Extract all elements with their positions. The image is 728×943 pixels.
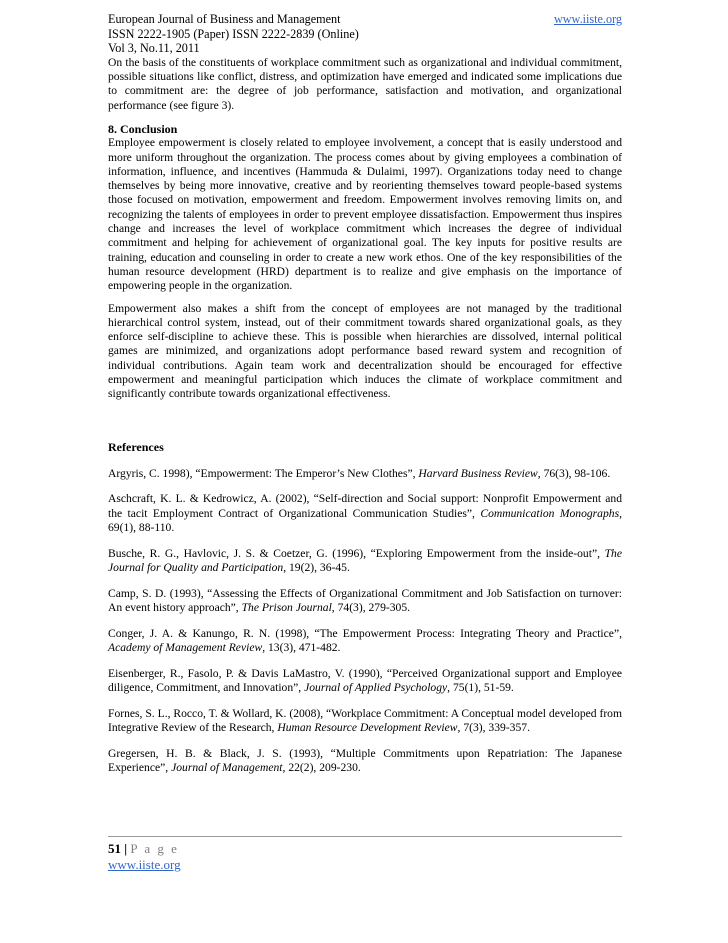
ref-text: Camp, S. D. (1993), “Assessing the Effects of Organizational Commitment and Job Satisfaction on turnover: An event history approach”, — [108, 586, 622, 615]
page-number-separator: | — [124, 841, 128, 856]
ref-details: , 76(3), 98-106. — [537, 466, 611, 480]
footer-url-link[interactable]: www.iiste.org — [108, 857, 181, 872]
reference-item — [108, 667, 622, 696]
reference-item — [108, 587, 622, 616]
intro-paragraph: On the basis of the constituents of workplace commitment such as organizational and individual commitment, possible situations like conflict, distress, and optimization have emerged and indicated some implications due to commitment are: the degree of job performance, satisfaction and motivation, and organizational performance (see figure 3). — [108, 55, 622, 112]
ref-text: Gregersen, H. B. & Black, J. S. (1993), “Multiple Commitments upon Repatriation: The Japanese Experience”, — [108, 746, 622, 775]
ref-text: Aschcraft, K. L. & Kedrowicz, A. (2002), “Self-direction and Social support: Nonprofit Empowerment and the tacit Employment Contract of Organizational Communication Studies”, — [108, 492, 622, 520]
references-list — [108, 467, 622, 776]
page-content — [108, 12, 622, 786]
journal-name: European Journal of Business and Management — [108, 12, 341, 26]
ref-details: , 75(1), 51-59. — [447, 681, 514, 695]
page-number — [108, 841, 622, 857]
ref-journal: The Prison Journal — [241, 601, 332, 615]
conclusion-paragraph-2: Empowerment also makes a shift from the concept of employees are not managed by the traditional hierarchical control system, instead, out of their commitment towards shared organizational goals, as they enforce self-discipline to achieve these. This is possible when hierarchies are dissolved, internal political games are minimized, and organizations adopt performance based reward system and recognition of individual contributions. Again team work and decentralization should be encouraged for effective empowerment and meaningful participation which induces the climate of workplace commitment and significantly contribute towards organizational effectiveness. — [108, 301, 622, 401]
page-number-value: 51 — [108, 841, 121, 856]
header-url-link[interactable]: www.iiste.org — [553, 12, 622, 26]
reference-item — [108, 707, 622, 736]
ref-details: , 7(3), 339-357. — [457, 721, 530, 735]
volume-line: Vol 3, No.11, 2011 — [108, 41, 200, 56]
ref-details: , 74(3), 279-305. — [331, 601, 411, 615]
ref-journal: The Journal for Quality and Participation — [108, 546, 622, 575]
section-heading-conclusion: 8. Conclusion — [108, 121, 178, 136]
page-footer — [108, 836, 622, 873]
conclusion-paragraph-1: Employee empowerment is closely related to employee involvement, a concept that is easily understood and more uniform throughout the organization. The process comes about by giving employees a combination of information, influence, and incentives (Hammuda & Dulaimi, 1997). Organizations today need to change themselves by being more innovative, creative and by reorienting themselves toward people-based systems those focused on motivation, empowerment and freedom. Empowerment involves removing limits on, and recognizing the talents of employees in order to prevent employee dissatisfaction. Empowerment thus inspires change and increases the level of workplace commitment which increases the degree of individual commitment and helping for achievement of organizational goal. The key inputs for positive results are training, education and counseling in order to create a new work ethos. One of the key responsibilities of the human resource development (HRD) department is to realize and give emphasis on the importance of empowering people in the organization. — [108, 136, 622, 293]
page-label: P a g e — [130, 841, 179, 856]
ref-details: , 13(3), 471-482. — [262, 641, 341, 655]
ref-details: , 22(2), 209-230. — [282, 761, 361, 775]
reference-item — [108, 627, 622, 656]
ref-text: Busche, R. G., Havlovic, J. S. & Coetzer, G. (1996), “Exploring Empowerment from the inside-out”, — [108, 546, 605, 560]
ref-journal: Communication Monographs — [480, 506, 620, 520]
ref-journal: Journal of Management — [171, 761, 283, 775]
reference-item — [108, 547, 622, 576]
reference-item — [108, 492, 622, 536]
ref-details: , 19(2), 36-45. — [283, 561, 350, 575]
ref-journal: Journal of Applied Psychology — [304, 681, 448, 695]
ref-text: Argyris, C. 1998), “Empowerment: The Emperor’s New Clothes”, — [108, 466, 419, 480]
ref-text: Conger, J. A. & Kanungo, R. N. (1998), “The Empowerment Process: Integrating Theory and Practice”, — [108, 626, 622, 640]
ref-journal: Human Resource Development Review — [277, 721, 458, 735]
ref-text: Fornes, S. L., Rocco, T. & Wollard, K. (2008), “Workplace Commitment: A Conceptual model developed from Integrative Review of the Research, — [108, 706, 622, 735]
issn-line: ISSN 2222-1905 (Paper) ISSN 2222-2839 (Online) — [108, 26, 359, 41]
running-header — [108, 12, 622, 27]
ref-text: Eisenberger, R., Fasolo, P. & Davis LaMastro, V. (1990), “Perceived Organizational support and Employee diligence, Commitment, and Innovation”, — [108, 666, 622, 695]
ref-details: , 69(1), 88-110. — [108, 506, 622, 535]
footer-divider — [108, 836, 622, 837]
reference-item — [108, 467, 622, 482]
ref-journal: Harvard Business Review — [418, 466, 538, 480]
reference-item — [108, 747, 622, 776]
references-heading: References — [108, 439, 164, 454]
ref-journal: Academy of Management Review — [108, 641, 263, 655]
